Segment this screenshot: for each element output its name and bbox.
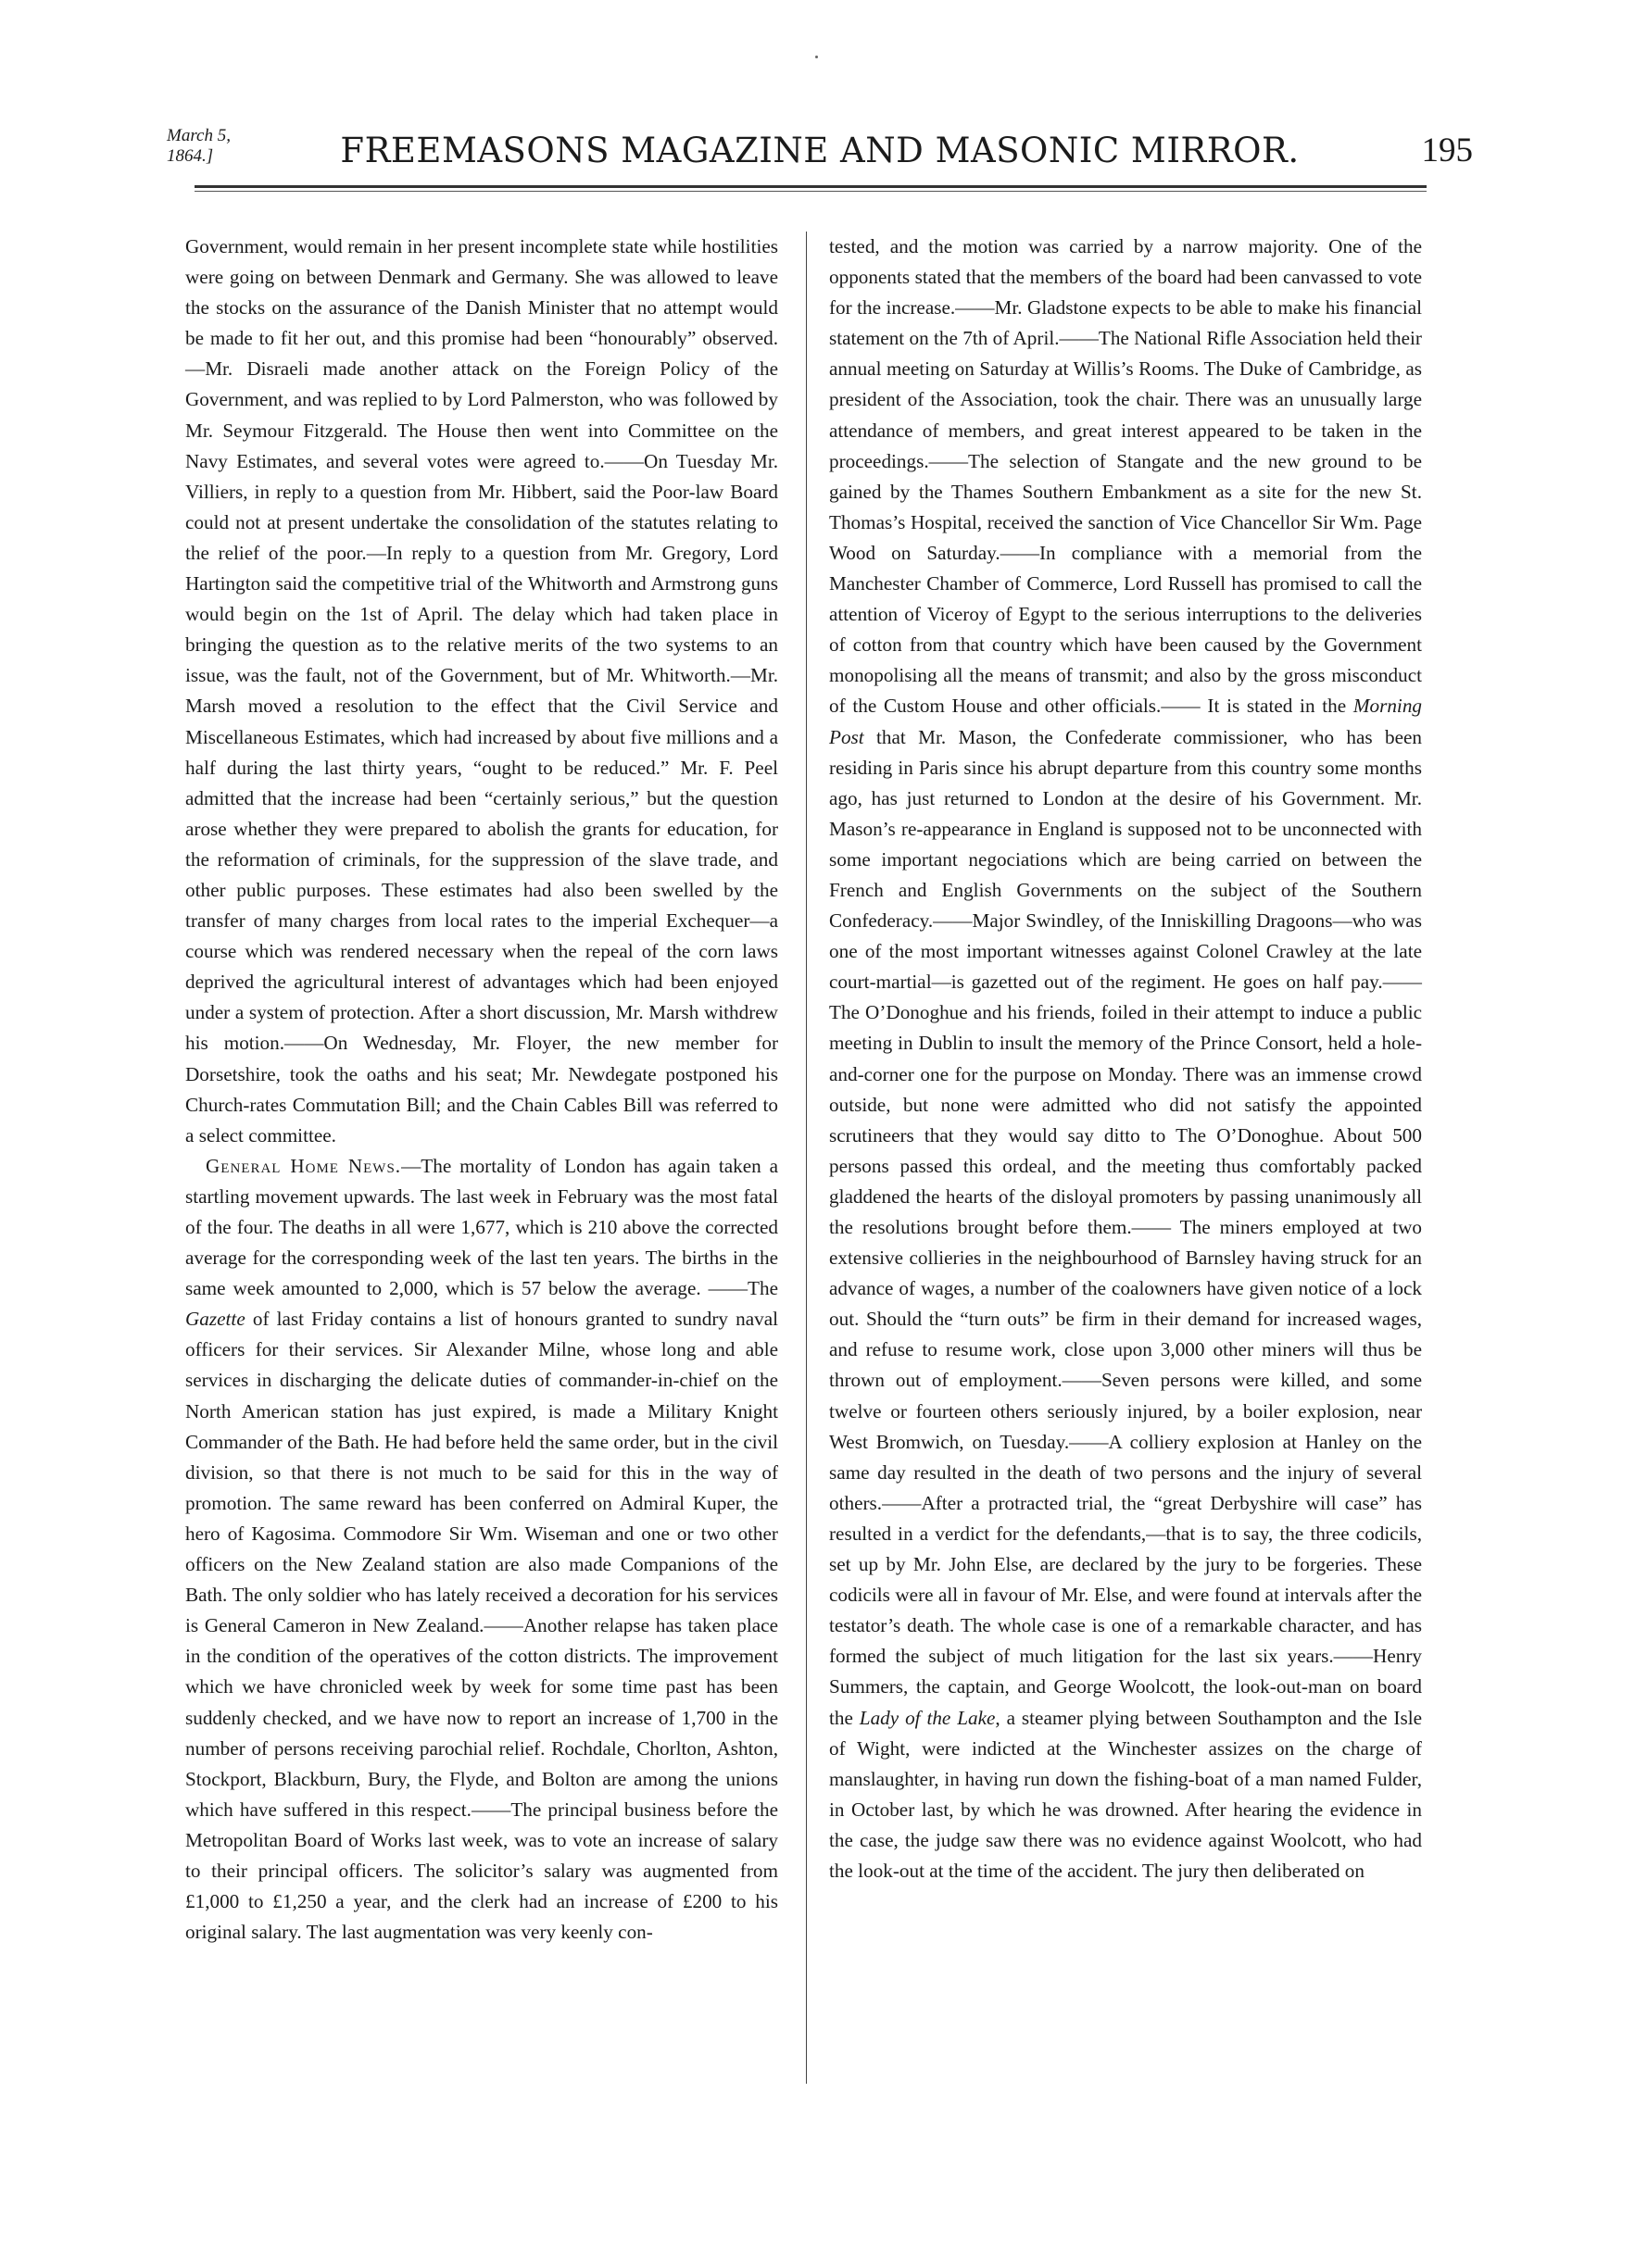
parliament-paragraph: Government, would remain in her present incomplete state while hostilities were going on between Denmark and Germany. She was allowed to leave the stocks on the assurance of the Danish Minister that no attempt would be made to fit her out, and this promise had been “honourably” observed.—Mr. Disraeli made another attack on the Foreign Policy of the Government, and was replied to by Lord Palmerston, who was followed by Mr. Seymour Fitzgerald. The House then went into Committee on the Navy Estimates, and several votes were agreed to.——On Tuesday Mr. Villiers, in reply to a question from Mr. Hibbert, said the Poor-law Board could not at present undertake the consolidation of the statutes relating to the relief of the poor.—In reply to a question from Mr. Gregory, Lord Hartington said the competitive trial of the Whitworth and Armstrong guns would begin on the 1st of April. The delay which had taken place in bringing the question as to the relative merits of the two systems to an issue, was the fault, not of the Government, but of Mr. Whitworth.—Mr. Marsh moved a resolution to the effect that the Civil Service and Miscellaneous Estimates, which had increased by about five millions and a half during the last thirty years, “ought to be reduced.” Mr. F. Peel admitted that the increase had been “certainly serious,” but the question arose whether they were prepared to abolish the grants for education, for the reformation of criminals, for the suppression of the slave trade, and other public purposes. These estimates had also been swelled by the transfer of many charges from local rates to the imperial Exchequer—a course which was rendered necessary when the repeal of the corn laws deprived the agricultural interest of advantages which had been enjoyed under a system of protection. After a short discussion, Mr. Marsh withdrew his motion.——On Wednesday, Mr. Floyer, the new member for Dorsetshire, took the oaths and his seat; Mr. Newdegate postponed his Church-rates Commutation Bill; and the Chain Cables Bill was referred to a select committee.: [185, 235, 778, 1147]
right-text-b: that Mr. Mason, the Confederate commissioner, who has been residing in Paris since his abrupt departure from this country some months ago, has just returned to London at the desire of his Government. Mr. Mason’s re-appearance in England is supposed not to be unconnected with some important negociations which are being carried on between the French and English Governments on the subject of the Southern Confederacy.——Major Swindley, of the Inniskilling Dragoons—who was one of the most important witnesses against Colonel Crawley at the late court-martial—is gazetted out of the regiment. He goes on half pay.——The O’Donoghue and his friends, foiled in their attempt to induce a public meeting in Dublin to insult the memory of the Prince Consort, held a hole-and-corner one for the purpose on Monday. There was an immense crowd outside, but none were admitted who did not satisfy the appointed scrutineers that they would say ditto to The O’Donoghue. About 500 persons passed this ordeal, and the meeting thus comfortably packed gladdened the hearts of the disloyal promoters by passing unanimously all the resolutions brought before them.—— The miners employed at two extensive collieries in the neighbourhood of Barnsley having struck for an advance of wages, a number of the coalowners have given notice of a lock out. Should the “turn outs” be firm in their demand for increased wages, and refuse to resume work, close upon 3,000 other miners will thus be thrown out of employment.——Seven persons were killed, and some twelve or fourteen others seriously injured, by a boiler explosion, near West Bromwich, on Tuesday.——A colliery explosion at Hanley on the same day resulted in the death of two persons and the injury of several others.——After a protracted trial, the “great Derbyshire will case” has resulted in a verdict for the defendants,—that is to say, the three codicils, set up by Mr. John Else, are declared by the jury to be forgeries. These codicils were all in favour of Mr. Else, and were found at intervals after the testator’s death. The whole case is one of a remarkable character, and has formed the subject of much litigation for the last six years.——Henry Summers, the captain, and George Woolcott, the look-out-man on board the: [829, 725, 1422, 1729]
right-text-a: tested, and the motion was carried by a narrow majority. One of the opponents stated that the members of the board had been canvassed to vote for the increase.——Mr. Gladstone expects to be able to make his financial statement on the 7th of April.——The National Rifle Association held their annual meeting on Saturday at Willis’s Rooms. The Duke of Cambridge, as president of the Association, took the chair. There was an unusually large attendance of members, and great interest appeared to be taken in the proceedings.——The selection of Stangate and the new ground to be gained by the Thames Southern Embankment as a site for the new St. Thomas’s Hospital, received the sanction of Vice Chancellor Sir Wm. Page Wood on Saturday.——In compliance with a memorial from the Manchester Chamber of Commerce, Lord Russell has promised to call the attention of Viceroy of Egypt to the serious interruptions to the deliveries of cotton from that country which have been caused by the Government monopolising all the means of transmit; and also by the gross misconduct of the Custom House and other officials.—— It is stated in the: [829, 235, 1422, 718]
home-news-paragraph: [185, 1151, 778, 1948]
morning-post-title: Morning Post: [829, 695, 1422, 748]
issue-date: March 5, 1864.]: [167, 126, 231, 166]
home-news-text-a: —The mortality of London has again taken a startling movement upwards. The last week in February was the most fatal of the four. The deaths in all were 1,677, which is 210 above the corrected average for the corresponding week of the last ten years. The births in the same week amounted to 2,000, which is 57 below the average. ——The: [185, 1154, 778, 1300]
gazette-title: Gazette: [185, 1308, 245, 1331]
right-column: [829, 232, 1422, 1886]
magazine-title: FREEMASONS MAGAZINE AND MASONIC MIRROR.: [340, 131, 1300, 170]
section-heading: General Home News.: [206, 1154, 402, 1177]
header-rule-thick: [195, 185, 1427, 188]
ink-speck: [815, 56, 818, 58]
ship-name: Lady of the Lake: [859, 1706, 996, 1729]
right-text-c: , a steamer plying between Southampton and the Isle of Wight, were indicted at the Winchester assizes on the charge of manslaughter, in having run down the fishing-boat of a man named Fulder, in October last, by which he was drowned. After hearing the evidence in the case, the judge saw there was no evidence against Woolcott, who had the look-out at the time of the accident. The jury then deliberated on: [829, 1706, 1422, 1882]
home-news-text-b: of last Friday contains a list of honours granted to sundry naval officers for their services. Sir Alexander Milne, whose long and able services in discharging the delicate duties of commander-in-chief on the North American station has just expired, is made a Military Knight Commander of the Bath. He had before held the same order, but in the civil division, so that there is not much to be said for this in the way of promotion. The same reward has been conferred on Admiral Kuper, the hero of Kagosima. Commodore Sir Wm. Wiseman and one or two other officers on the New Zealand station are also made Companions of the Bath. The only soldier who has lately received a decoration for his services is General Cameron in New Zealand.——Another relapse has taken place in the condition of the operatives of the cotton districts. The improvement which we have chronicled week by week for some time past has been suddenly checked, and we have now to report an increase of 1,700 in the number of persons receiving parochial relief. Rochdale, Chorlton, Ashton, Stockport, Blackburn, Bury, the Flyde, and Bolton are among the unions which have suffered in this respect.——The principal business before the Metropolitan Board of Works last week, was to vote an increase of salary to their principal officers. The solicitor’s salary was augmented from £1,000 to £1,250 a year, and the clerk had an increase of £200 to his original salary. The last augmentation was very keenly con-: [185, 1308, 778, 1944]
left-column: [185, 232, 778, 1948]
column-divider: [806, 232, 807, 2084]
continued-paragraph: [829, 232, 1422, 1886]
page-header: [167, 111, 1473, 176]
header-rule-thin: [195, 191, 1427, 192]
page-number: 195: [1421, 132, 1473, 169]
